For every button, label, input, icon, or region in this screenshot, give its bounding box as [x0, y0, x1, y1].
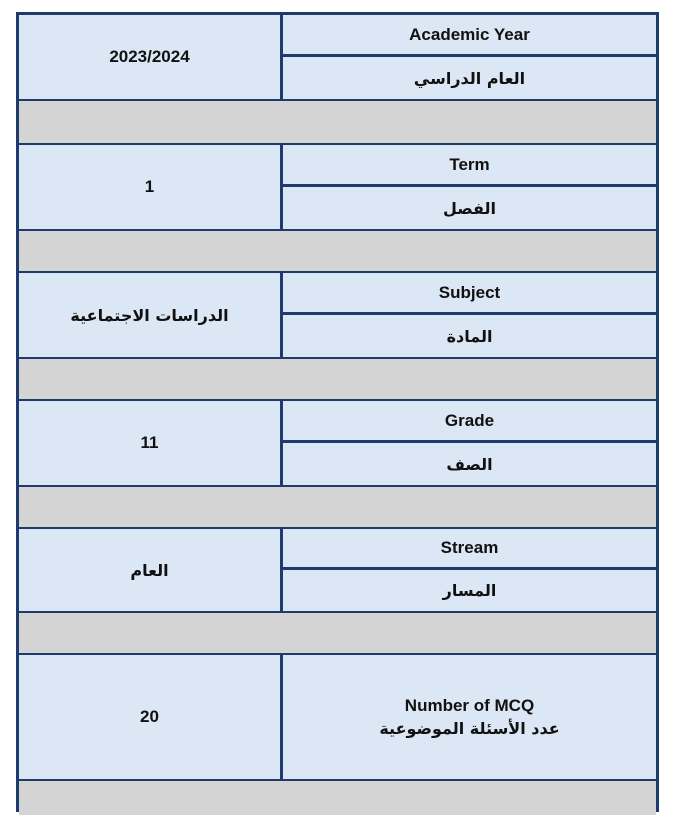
- grade-labels: [283, 401, 656, 485]
- separator-row: [19, 101, 656, 143]
- separator-row: [19, 231, 656, 271]
- separator-row: [19, 359, 656, 399]
- subject-value: الدراسات الاجتماعية: [19, 273, 283, 357]
- academic-year-value: 2023/2024: [19, 15, 283, 99]
- stream-label-en: Stream: [283, 529, 656, 570]
- stream-value: العام: [19, 529, 283, 611]
- academic-year-labels: [283, 15, 656, 99]
- term-labels: [283, 145, 656, 229]
- stream-label-ar: المسار: [442, 581, 497, 600]
- row-subject: [19, 271, 656, 359]
- subject-label-en: Subject: [283, 273, 656, 315]
- term-label-ar: الفصل: [442, 198, 497, 218]
- row-grade: [19, 399, 656, 487]
- row-mcq-count: [19, 653, 656, 781]
- info-table: [16, 12, 659, 812]
- separator-row: [19, 613, 656, 653]
- subject-labels: [283, 273, 656, 357]
- row-academic-year: [19, 15, 656, 101]
- separator-row: [19, 487, 656, 527]
- grade-value: 11: [19, 401, 283, 485]
- mcq-count-label-ar: عدد الأسئلة الموضوعية: [379, 718, 560, 738]
- mcq-count-label: [283, 655, 656, 779]
- grade-label-en: Grade: [283, 401, 656, 443]
- academic-year-label-ar: العام الدراسي: [413, 68, 526, 88]
- subject-label-ar: المادة: [446, 326, 493, 346]
- academic-year-label-en: Academic Year: [283, 15, 656, 57]
- mcq-count-label-en: Number of MCQ: [404, 695, 535, 715]
- mcq-count-labels: [283, 655, 656, 779]
- row-stream: [19, 527, 656, 613]
- mcq-count-value: 20: [19, 655, 283, 779]
- term-label-en: Term: [283, 145, 656, 187]
- row-term: [19, 143, 656, 231]
- term-value: 1: [19, 145, 283, 229]
- stream-labels: [283, 529, 656, 611]
- separator-row: [19, 781, 656, 815]
- grade-label-ar: الصف: [446, 454, 493, 474]
